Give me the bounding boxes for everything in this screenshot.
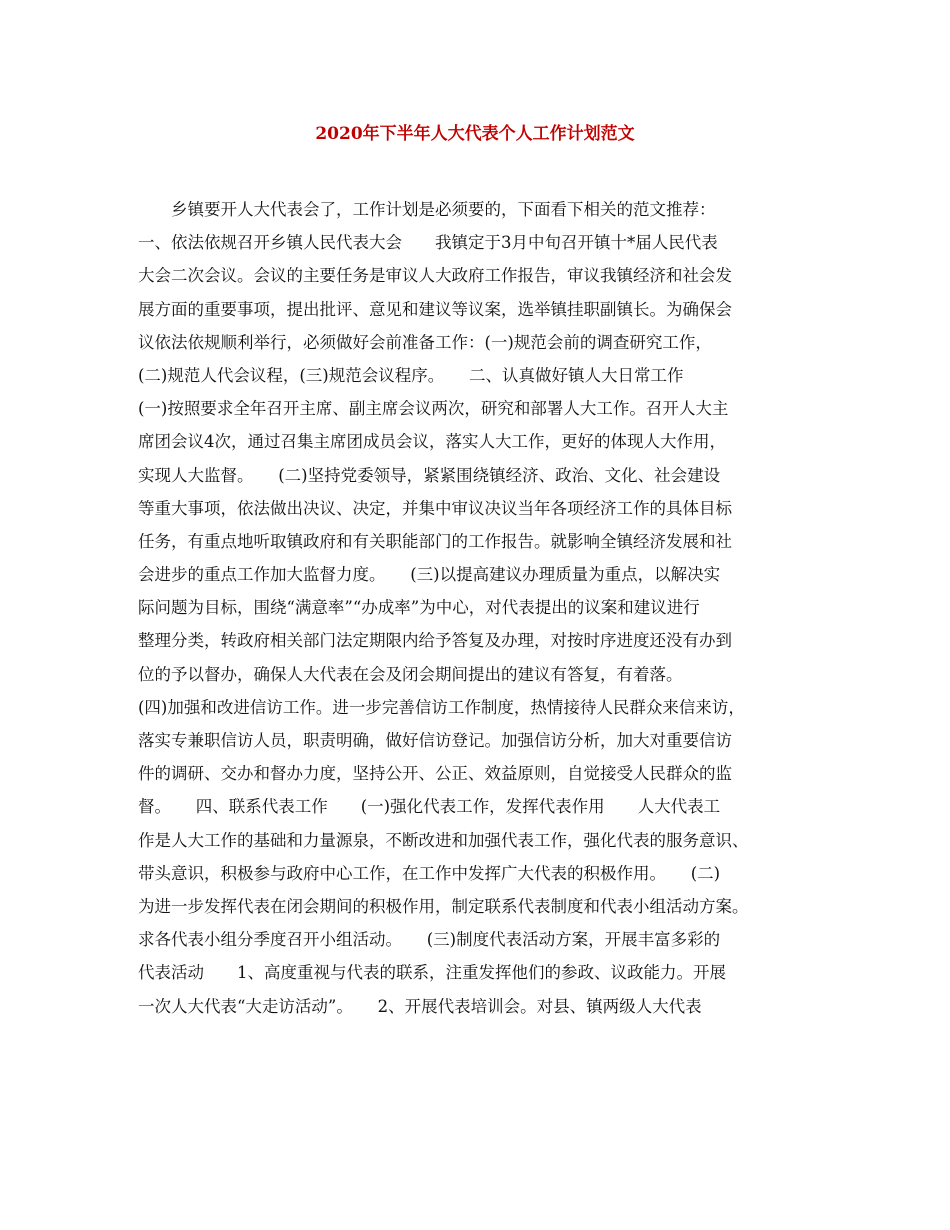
body-line: (二)规范人代会议程，(三)规范会议程序。 二、认真做好镇人大日常工作	[138, 365, 684, 385]
body-line: 作是人大工作的基础和力量源泉，不断改进和加强代表工作，强化代表的服务意识、	[138, 830, 749, 850]
body-line: 大会二次会议。会议的主要任务是审议人大政府工作报告，审议我镇经济和社会发	[138, 266, 732, 286]
body-line: 一、依法依规召开乡镇人民代表大会 我镇定于3月中旬召开镇十*届人民代表	[138, 233, 718, 253]
body-line: 乡镇要开人大代表会了，工作计划是必须要的，下面看下相关的范文推荐：	[138, 200, 716, 219]
body-line: 会进步的重点工作加大监督力度。 (三)以提高建议办理质量为重点，以解决实	[138, 565, 721, 585]
body-line: 整理分类，转政府相关部门法定期限内给予答复及办理，对按时序进度还没有办到	[138, 631, 732, 651]
body-line: 等重大事项，依法做出决议、决定，并集中审议决议当年各项经济工作的具体目标	[138, 498, 732, 518]
document-body	[138, 193, 822, 1023]
body-line: (一)按照要求全年召开主席、副主席会议两次，研究和部署人大工作。召开人大主	[138, 399, 729, 419]
body-line: 展方面的重要事项，提出批评、意见和建议等议案，选举镇挂职副镇长。为确保会	[138, 299, 732, 319]
body-line: 席团会议4次，通过召集主席团成员会议，落实人大工作，更好的体现人大作用，	[138, 432, 726, 452]
body-line: 际问题为目标，围绕“满意率”“办成率”为中心，对代表提出的议案和建议进行	[138, 598, 700, 618]
body-line: 任务，有重点地听取镇政府和有关职能部门的工作报告。就影响全镇经济发展和社	[138, 531, 732, 551]
body-line: 为进一步发挥代表在闭会期间的积极作用，制定联系代表制度和代表小组活动方案。	[138, 896, 749, 916]
body-line: 落实专兼职信访人员，职责明确，做好信访登记。加强信访分析，加大对重要信访	[138, 731, 732, 750]
body-line: (四)加强和改进信访工作。进一步完善信访工作制度，热情接待人民群众来信来访，	[138, 697, 745, 717]
body-line: 议依法依规顺利举行，必须做好会前准备工作：(一)规范会前的调查研究工作，	[138, 332, 712, 352]
body-line: 带头意识，积极参与政府中心工作，在工作中发挥广大代表的积极作用。 (二)	[138, 863, 721, 883]
body-line: 一次人大代表“大走访活动”。 2、开展代表培训会。对县、镇两级人大代表	[138, 996, 702, 1016]
body-line: 件的调研、交办和督办力度，坚持公开、公正、效益原则，自觉接受人民群众的监	[138, 764, 732, 784]
body-line: 位的予以督办，确保人大代表在会及闭会期间提出的建议有答复，有着落。	[138, 664, 683, 684]
body-line: 代表活动 1、高度重视与代表的联系，注重发挥他们的参政、议政能力。开展	[138, 963, 726, 983]
body-line: 督。 四、联系代表工作 (一)强化代表工作，发挥代表作用 人大代表工	[138, 797, 721, 817]
body-line: 实现人大监督。 (二)坚持党委领导，紧紧围绕镇经济、政治、文化、社会建设	[138, 465, 721, 485]
document-title: 2020年下半年人大代表个人工作计划范文	[315, 124, 635, 144]
body-line: 求各代表小组分季度召开小组活动。 (三)制度代表活动方案，开展丰富多彩的	[138, 930, 721, 950]
